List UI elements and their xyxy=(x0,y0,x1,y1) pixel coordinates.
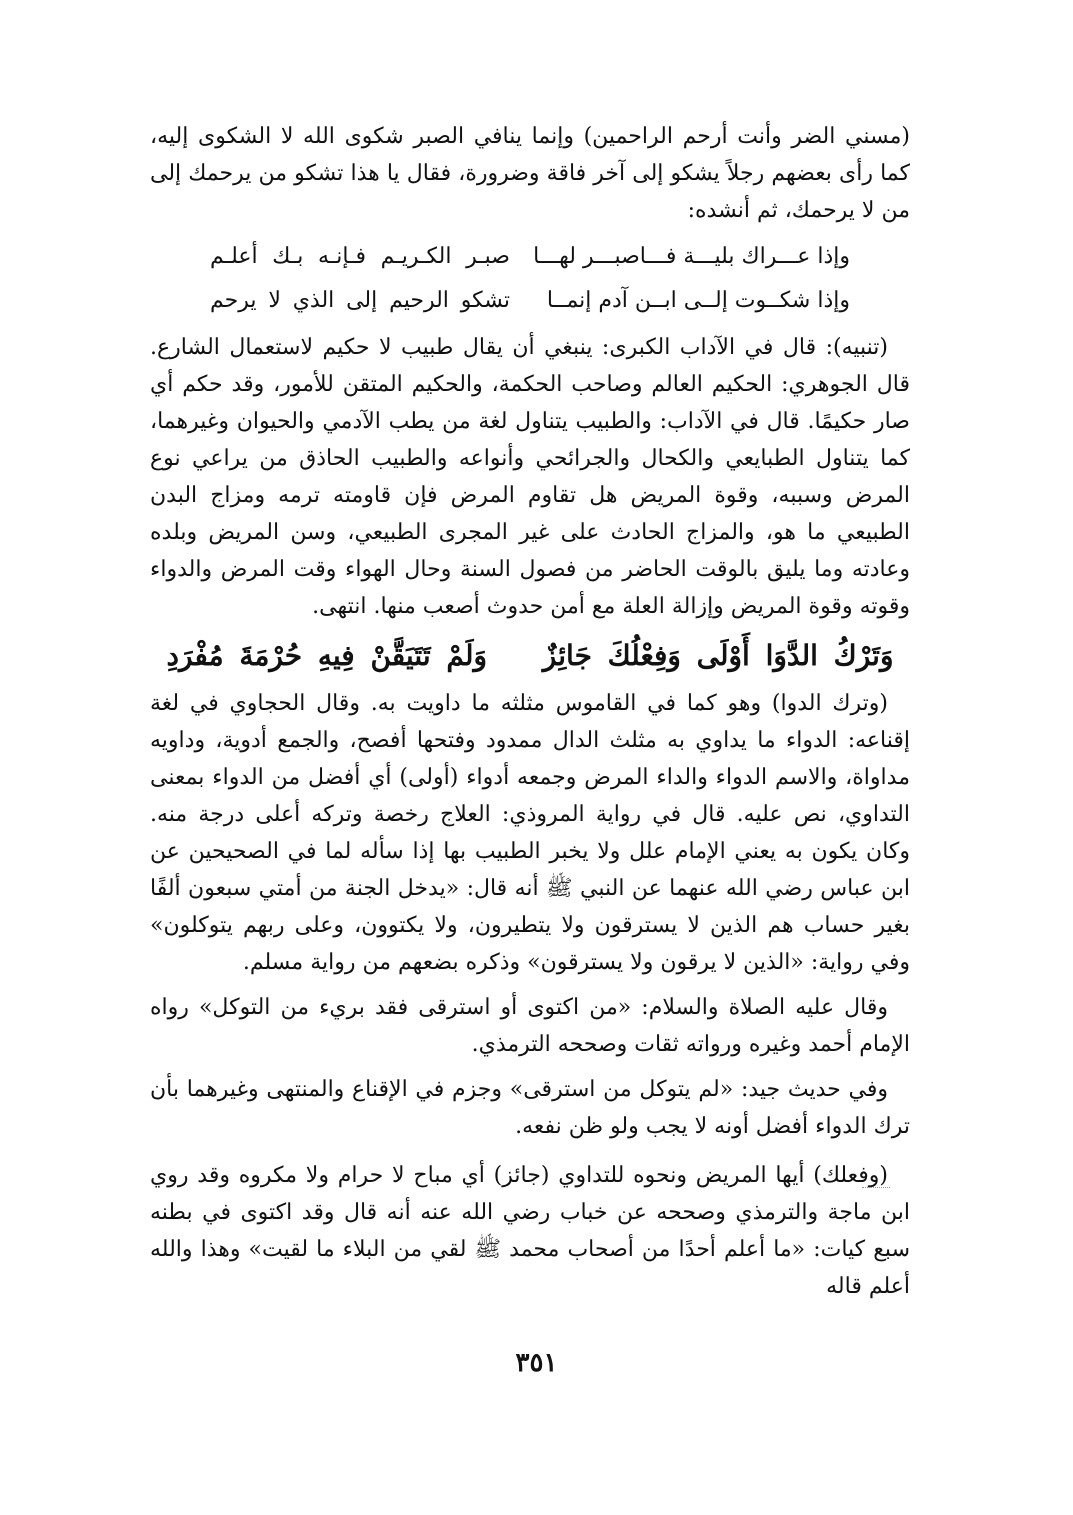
poem-line-1-second-hemistich: صبـر الكـريـم فـإنـه بـك أعلـم xyxy=(210,244,510,269)
commentary-paragraph-3: وفي حديث جيد: «لم يتوكل من استرقى» وجزم في الإقناع والمنتهى وغيرهما بأن ترك الدواء أفضل أونه لا يجب ولو ظن نفعه. xyxy=(150,1077,910,1139)
poem-line-2-second-hemistich: تشكو الرحيم إلى الذي لا يرحم xyxy=(210,288,510,313)
page-number: ٣٥١ xyxy=(515,1348,558,1378)
commentary-paragraph-2: وقال عليه الصلاة والسلام: «من اكتوى أو استرقى فقد بريء من التوكل» رواه الإمام أحمد وغيره ورواته ثقات وصححه الترمذي. xyxy=(150,995,910,1057)
poem-line-2-first-hemistich: وإذا شكــوت إلــى ابــن آدم إنمــا xyxy=(546,288,850,313)
poem xyxy=(210,235,850,323)
commentary-paragraph-1: (وترك الدوا) وهو كما في القاموس مثلثه ما داويت به. وقال الحجاوي في لغة إقناعه: الدواء ما يداوي به مثلث الدال ممدود وفتحها أفصح، والجمع أدوية، وداويه مداواة، والاسم الدواء والداء المرض وجمعه أدواء (أولى) أي أفضل من الدواء بمعنى التداوي، نص عليه. قال في رواية المروذي: العلاج رخصة وتركه أعلى درجة منه. وكان يكون به يعني الإمام علل ولا يخبر الطبيب بها إذا سأله لما في الصحيحين عن ابن عباس رضي الله عنهما عن النبي ﷺ أنه قال: «يدخل الجنة من أمتي سبعون ألفًا بغير حساب هم الذين لا يسترقون ولا يتطيرون، ولا يكتوون، وعلى ربهم يتوكلون» وفي رواية: «الذين لا يرقون ولا يسترقون» وذكره بضعهم من رواية مسلم. xyxy=(150,691,910,975)
main-verse xyxy=(150,629,910,683)
poem-line-1 xyxy=(210,235,850,279)
page-body xyxy=(150,118,910,1305)
poem-line-2 xyxy=(210,279,850,323)
commentary-paragraph-4: (وفعلك) أيها المريض ونحوه للتداوي (جائز) أي مباح لا حرام ولا مكروه وقد روي ابن ماجة والترمذي وصححه عن خباب رضي الله عنه أنه قال وقد اكتوى في بطنه سبع كيات: «ما أعلم أحدًا من أصحاب محمد ﷺ لقي من البلاء ما لقيت» وهذا والله أعلم قاله xyxy=(150,1163,910,1299)
main-verse-first-hemistich: وَتَرْكُ الدَّوَا أَوْلَى وَفِعْلُكَ جَائِزٌ xyxy=(542,639,894,672)
main-verse-second-hemistich: وَلَمْ تَتَيَقَّنْ فِيهِ حُرْمَةَ مُفْرَدِ xyxy=(166,639,488,672)
dotted-mark xyxy=(862,1187,890,1190)
poem-line-1-first-hemistich: وإذا عـــراك بليـــة فـــاصبـــر لهـــا xyxy=(533,244,850,269)
opening-paragraph: (مسني الضر وأنت أرحم الراحمين) وإنما ينافي الصبر شكوى الله لا الشكوى إليه، كما رأى بعضهم رجلاً يشكو إلى آخر فاقة وضرورة، فقال يا هذا تشكو من يرحمك إلى من لا يرحمك، ثم أنشده: xyxy=(150,124,910,223)
note-paragraph: (تنبيه): قال في الآداب الكبرى: ينبغي أن يقال طبيب لا حكيم لاستعمال الشارع. قال الجوهري: الحكيم العالم وصاحب الحكمة، والحكيم المتقن للأمور، وقد حكم أي صار حكيمًا. قال في الآداب: والطبيب يتناول لغة من يطب الآدمي والحيوان وغيرهما، كما يتناول الطبايعي والكحال والجرائحي وأنواعه والطبيب الحاذق من يراعي نوع المرض وسببه، وقوة المريض هل تقاوم المرض فإن قاومته ترمه ومزاج البدن الطبيعي ما هو، والمزاج الحادث على غير المجرى الطبيعي، وسن المريض وبلده وعادته وما يليق بالوقت الحاضر من فصول السنة وحال الهواء وقت المرض والدواء وقوته وقوة المريض وإزالة العلة مع أمن حدوث أصعب منها. انتهى. xyxy=(150,335,910,619)
